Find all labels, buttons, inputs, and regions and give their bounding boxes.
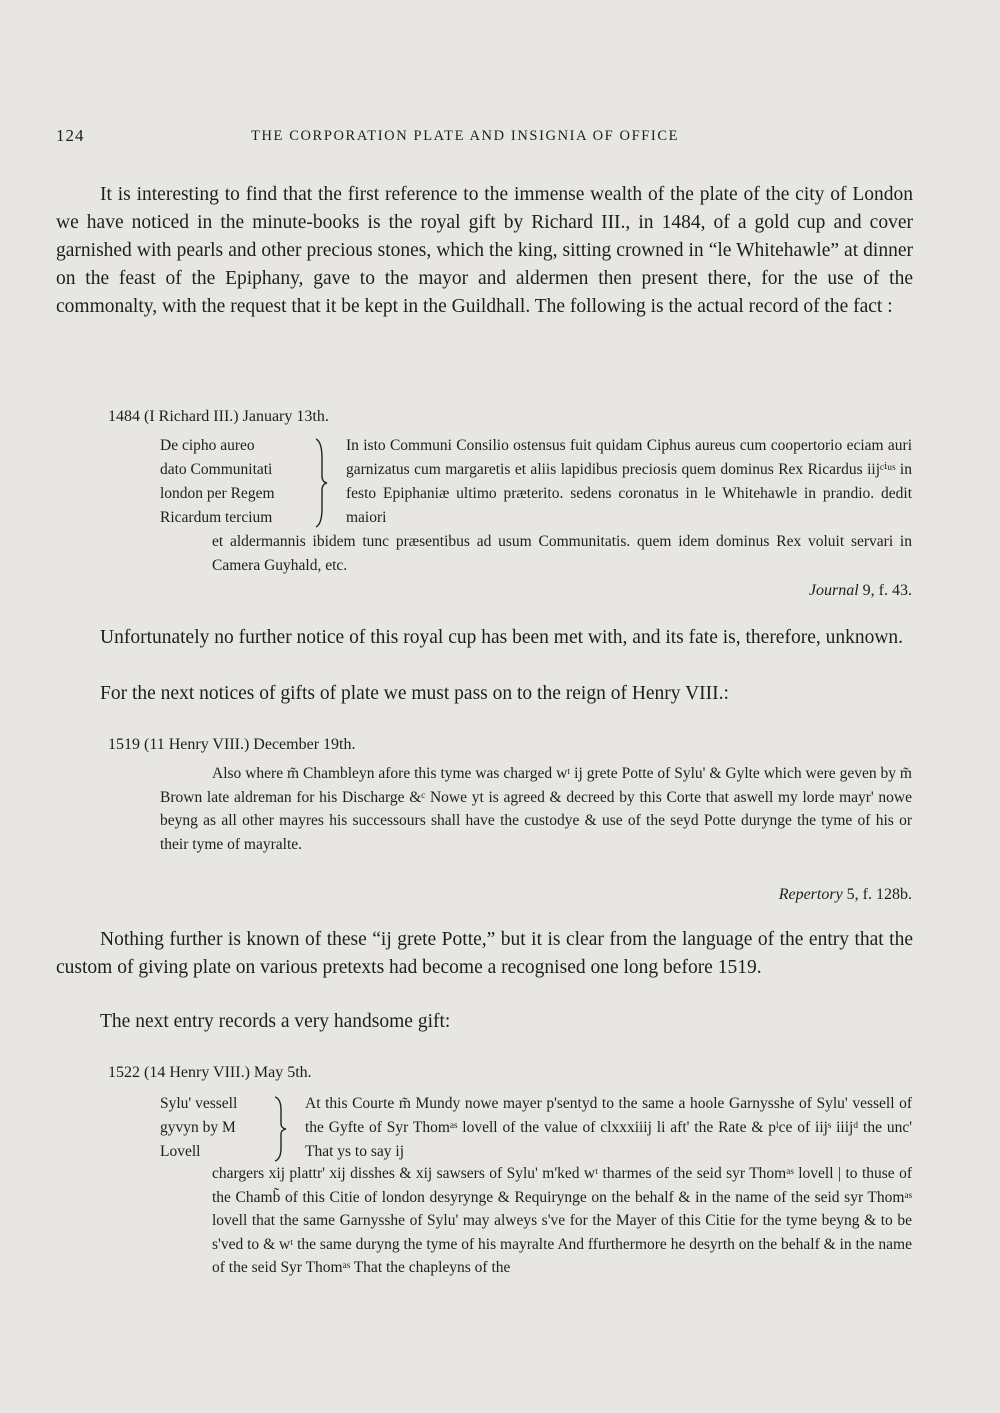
entry-continuation-1484: et aldermannis ibidem tunc præsentibus ad usum Communitatis. quem idem dominus Rex voluit servari in Camera Guyhald, etc. <box>212 533 912 574</box>
entry-text-1522: At this Courte m̃ Mundy nowe mayer p'sentyd to the same a hoole Garnysshe of Sylu' vessell of the Gyfte of Syr Thomᵃˢ lovell of the value of clxxxiiij li aft' the Rate & pˡce of iijˢ iiijᵈ the unc' That ys to say ij <box>305 1095 912 1160</box>
sidenote-line: Lovell <box>160 1143 201 1160</box>
running-header <box>56 126 912 150</box>
entry-continuation-1522: chargers xij plattr' xij disshes & xij sawsers of Sylu' m'ked wᵗ tharmes of the seid syr Thomᵃˢ lovell | to thuse of the Chamb̃ of this Citie of london desyrynge & Requirynge on the behalf & in the name of the seid syr Thomᵃˢ lovell that the same Garnysshe of Sylu' may alweys s've for the Mayer of this Citie for the tyme beyng & to be s'ved to & wᵗ the same duryng the tyme of his mayralte And ffurthermore he desyrth on the behalf & in the name of the seid Syr Thomᵃˢ That the chapleyns of the <box>212 1165 912 1276</box>
entry-text-1519: Also where m̃ Chambleyn afore this tyme was charged wᵗ ij grete Potte of Sylu' & Gylte which were geven by m̃ Brown late aldreman for his Discharge &ᶜ Nowe yt is agreed & decreed by this Corte that aswell my lorde mayr' nowe beyng as all other mayres his successours shall have the custodye & use of the seyd Potte durynge the tyme of his or their tyme of mayralte. <box>160 765 912 853</box>
sidenote-line: gyvyn by M <box>160 1119 236 1136</box>
source-title: Repertory <box>778 886 843 903</box>
sidenote-line: De cipho aureo <box>160 437 255 454</box>
curly-brace-icon <box>314 438 328 528</box>
sidenote-line: london per Regem <box>160 485 275 502</box>
paragraph-henry-viii: For the next notices of gifts of plate we must pass on to the reign of Henry VIII.: <box>100 683 729 704</box>
sidenote-1484 <box>160 434 320 530</box>
source-citation-journal <box>809 580 912 602</box>
source-ref: 5, f. 128b. <box>846 886 912 903</box>
paragraph-royal-gift: It is interesting to find that the first reference to the immense wealth of the plate of the city of London we have noticed in the minute-books is the royal gift by Richard III., in 1484, of a gold cup and cover garnished with pearls and other precious stones, which the king, sitting crowned in “le Whitehawle” at dinner on the feast of the Epiphany, gave to the mayor and aldermen then present there, for the use of the commonalty, with the request that it be kept in the Guildhall. The following is the actual record of the fact : <box>56 184 913 317</box>
paragraph-fate-unknown: Unfortunately no further notice of this royal cup has been met with, and its fate is, therefore, unknown. <box>100 627 904 648</box>
paragraph-handsome-gift: The next entry records a very handsome gift: <box>100 1011 451 1032</box>
curly-brace-icon <box>273 1096 287 1162</box>
entry-heading-1519: 1519 (11 Henry VIII.) December 19th. <box>108 736 356 753</box>
paragraph-nothing-further: Nothing further is known of these “ij grete Potte,” but it is clear from the language of the entry that the custom of giving plate on various pretexts had become a recognised one long before 1519. <box>56 929 913 978</box>
sidenote-line: dato Communitati <box>160 461 273 478</box>
source-ref: 9, f. 43. <box>862 582 912 599</box>
entry-text-1484: In isto Communi Consilio ostensus fuit quidam Ciphus aureus cum coopertorio eciam auri garnizatus cum margaretis et aliis lapidibus preciosis quem dominus Rex Ricardus iijᶜⁱᵘˢ in festo Epiphaniæ ultimo præterito. sedens coronatus in le Whitehawle in prandio. dedit maiori <box>346 437 912 526</box>
sidenote-line: Sylu' vessell <box>160 1095 238 1112</box>
sidenote-line: Ricardum tercium <box>160 509 273 526</box>
entry-heading-1522: 1522 (14 Henry VIII.) May 5th. <box>108 1064 312 1081</box>
source-title: Journal <box>808 582 859 599</box>
running-title: THE CORPORATION PLATE AND INSIGNIA OF OFFICE <box>251 128 680 144</box>
entry-heading-1484: 1484 (I Richard III.) January 13th. <box>108 408 329 425</box>
sidenote-1522 <box>160 1092 280 1164</box>
page-number: 124 <box>56 126 85 145</box>
source-citation-repertory <box>779 884 912 906</box>
